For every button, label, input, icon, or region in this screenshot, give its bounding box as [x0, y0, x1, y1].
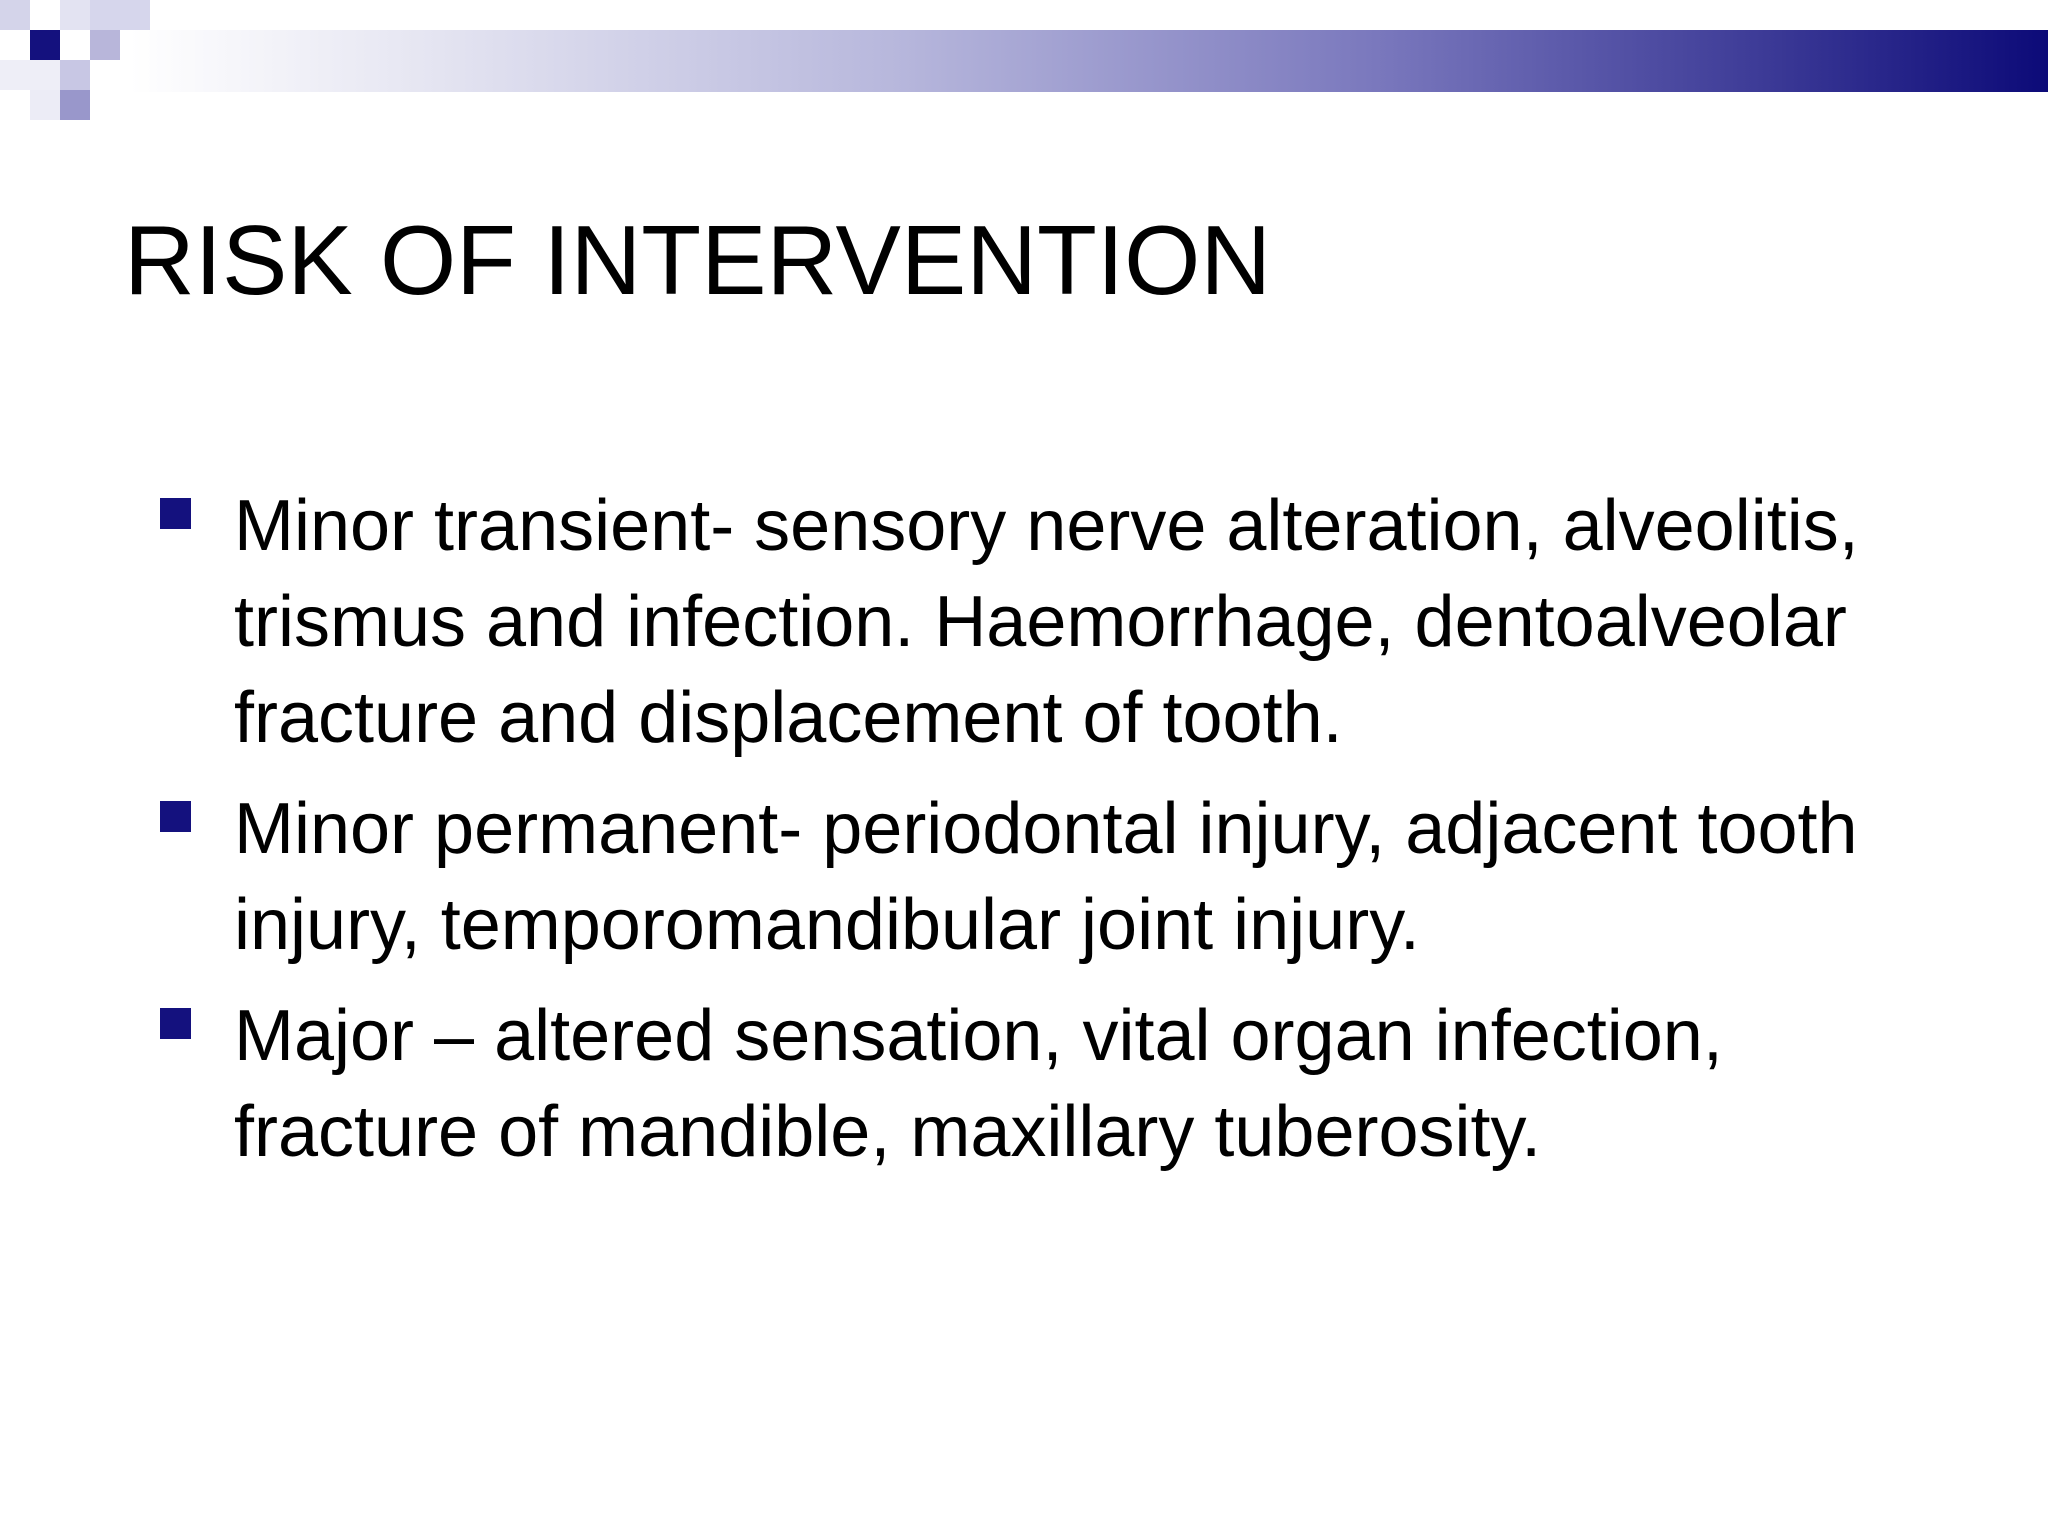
bullet-text: Minor permanent- periodontal injury, adjacent tooth injury, temporomandibular joint injury. [234, 789, 1858, 965]
square-bullet-icon [160, 1008, 191, 1039]
corner-square [90, 0, 150, 30]
corner-square [90, 30, 120, 60]
corner-square [60, 0, 90, 30]
corner-square [0, 0, 30, 30]
square-bullet-icon [160, 801, 191, 832]
bullet-text: Major – altered sensation, vital organ infection, fracture of mandible, maxillary tuberosity. [234, 996, 1723, 1172]
corner-square [0, 30, 30, 60]
corner-square [30, 30, 60, 60]
square-bullet-icon [160, 498, 191, 529]
bullet-item [160, 988, 1920, 1180]
slide-title: RISK OF INTERVENTION [124, 205, 1272, 315]
bullet-list [160, 478, 1920, 1195]
corner-square [60, 60, 90, 90]
corner-square [60, 90, 90, 120]
header-gradient-band [130, 30, 2048, 92]
corner-square [0, 60, 60, 90]
corner-square [30, 90, 60, 120]
bullet-text: Minor transient- sensory nerve alteration, alveolitis, trismus and infection. Haemorrhage, dentoalveolar fracture and displacement of tooth. [234, 486, 1859, 758]
bullet-item [160, 478, 1920, 766]
corner-square [60, 30, 90, 60]
bullet-item [160, 781, 1920, 973]
